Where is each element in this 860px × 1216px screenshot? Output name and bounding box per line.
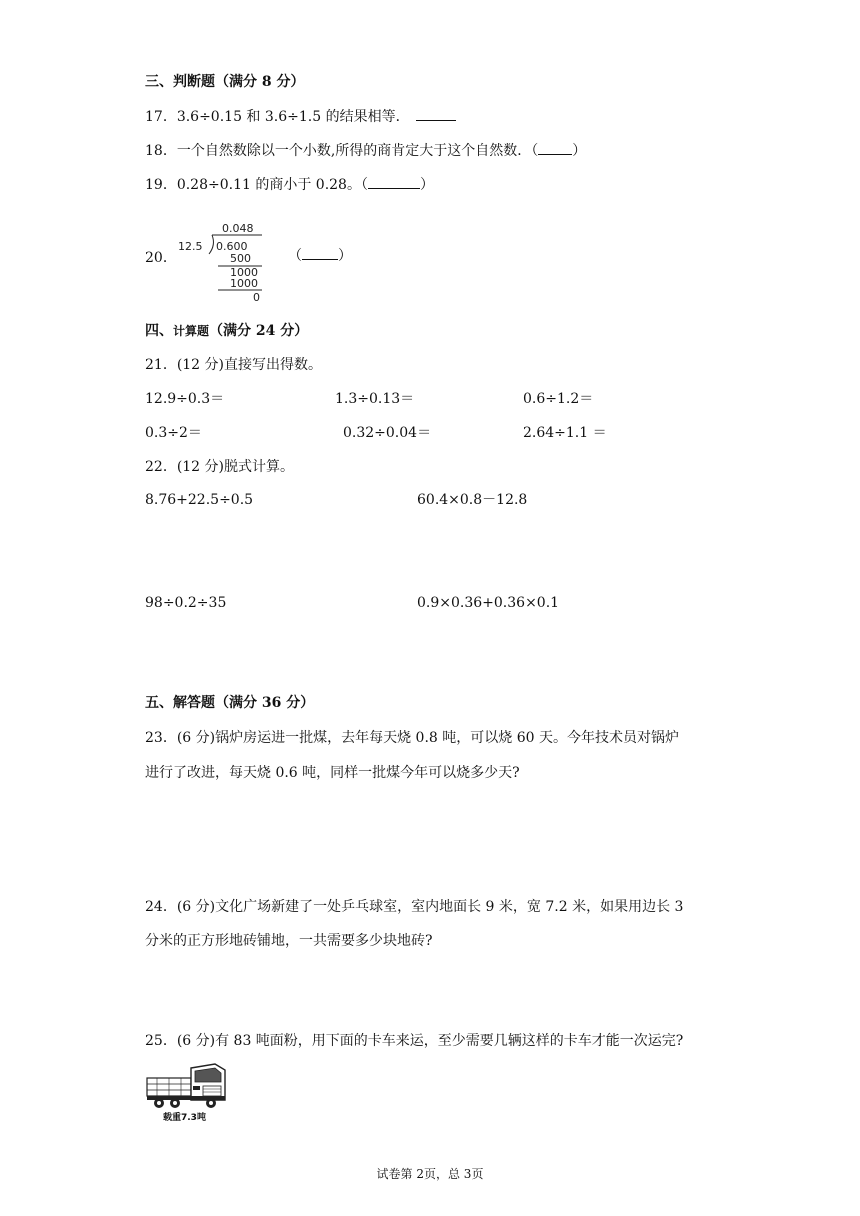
- section-4-header: [145, 321, 308, 341]
- question-20-left-bracket: （: [288, 248, 302, 264]
- question-18-bracket: ）: [572, 143, 587, 159]
- question-18: [145, 141, 586, 161]
- question-23-line-1: 23．(6 分)锅炉房运进一批煤，去年每天烧 0.8 吨，可以烧 60 天。今年技术员对锅炉: [145, 730, 679, 746]
- long-division-figure: [178, 220, 268, 304]
- answer-blank-17[interactable]: [416, 108, 456, 121]
- question-24-line-1: 24．(6 分)文化广场新建了一处乒乓球室，室内地面长 9 米，宽 7.2 米，如果用边长 3: [145, 899, 684, 915]
- section-3-header: 三、判断题（满分 8 分）: [145, 74, 305, 90]
- question-22: 22．(12 分)脱式计算。: [145, 459, 295, 475]
- truck-icon: [145, 1058, 227, 1122]
- truck-caption: 载重7.3吨: [163, 1113, 206, 1122]
- answer-blank-18[interactable]: [538, 142, 572, 155]
- answer-blank-20[interactable]: [302, 247, 338, 260]
- section-5-header: 五、解答题（满分 36 分）: [145, 695, 315, 711]
- expression-3: 98÷0.2÷35: [145, 595, 227, 611]
- question-20-number: 20．: [145, 250, 177, 266]
- question-19-text: 19．0.28÷0.11 的商小于 0.28。（: [145, 177, 368, 193]
- question-24-line-2: 分米的正方形地砖铺地，一共需要多少块地砖?: [145, 933, 433, 949]
- question-19-bracket: ）: [419, 177, 434, 193]
- question-20-right-bracket: ）: [338, 248, 352, 264]
- expression-2: 60.4×0.8－12.8: [417, 492, 528, 508]
- question-20: [145, 248, 177, 268]
- question-17-text: 17．3.6÷0.15 和 3.6÷1.5 的结果相等．: [145, 109, 410, 125]
- answer-blank-19[interactable]: [368, 176, 420, 189]
- section-4-number: 四、: [145, 323, 173, 339]
- division-bracket: [209, 235, 213, 254]
- calc-5: 0.32÷0.04＝: [343, 425, 432, 441]
- calc-4: 0.3÷2＝: [145, 425, 202, 441]
- question-18-text: 18．一个自然数除以一个小数,所得的商肯定大于这个自然数．（: [145, 143, 539, 159]
- question-23-line-2: 进行了改进，每天烧 0.6 吨，同样一批煤今年可以烧多少天?: [145, 765, 520, 781]
- calc-2: 1.3÷0.13＝: [335, 391, 415, 407]
- question-25: 25．(6 分)有 83 吨面粉，用下面的卡车来运，至少需要几辆这样的卡车才能一次运完?: [145, 1033, 684, 1049]
- question-20-answer: [288, 246, 352, 266]
- calc-1: 12.9÷0.3＝: [145, 391, 225, 407]
- dividend-text: 0.600: [216, 240, 248, 253]
- quotient-text: 0.048: [222, 222, 254, 235]
- section-4-score: （满分 24 分）: [209, 323, 309, 339]
- calc-6: 2.64÷1.1 ＝: [523, 425, 607, 441]
- divisor-text: 12.5: [178, 240, 203, 253]
- question-17: [145, 107, 456, 127]
- expression-4: 0.9×0.36+0.36×0.1: [417, 595, 560, 611]
- expression-1: 8.76+22.5÷0.5: [145, 492, 254, 508]
- page-footer: 试卷第 2页，总 3页: [376, 1167, 484, 1181]
- question-21: 21．(12 分)直接写出得数。: [145, 357, 323, 373]
- step3-text: 1000: [230, 277, 258, 290]
- step2-text: 1000: [230, 266, 258, 279]
- step1-text: 500: [230, 252, 251, 265]
- calc-3: 0.6÷1.2＝: [523, 391, 594, 407]
- section-4-title: 计算题: [173, 324, 210, 338]
- question-19: [145, 175, 434, 195]
- remainder-text: 0: [253, 291, 260, 304]
